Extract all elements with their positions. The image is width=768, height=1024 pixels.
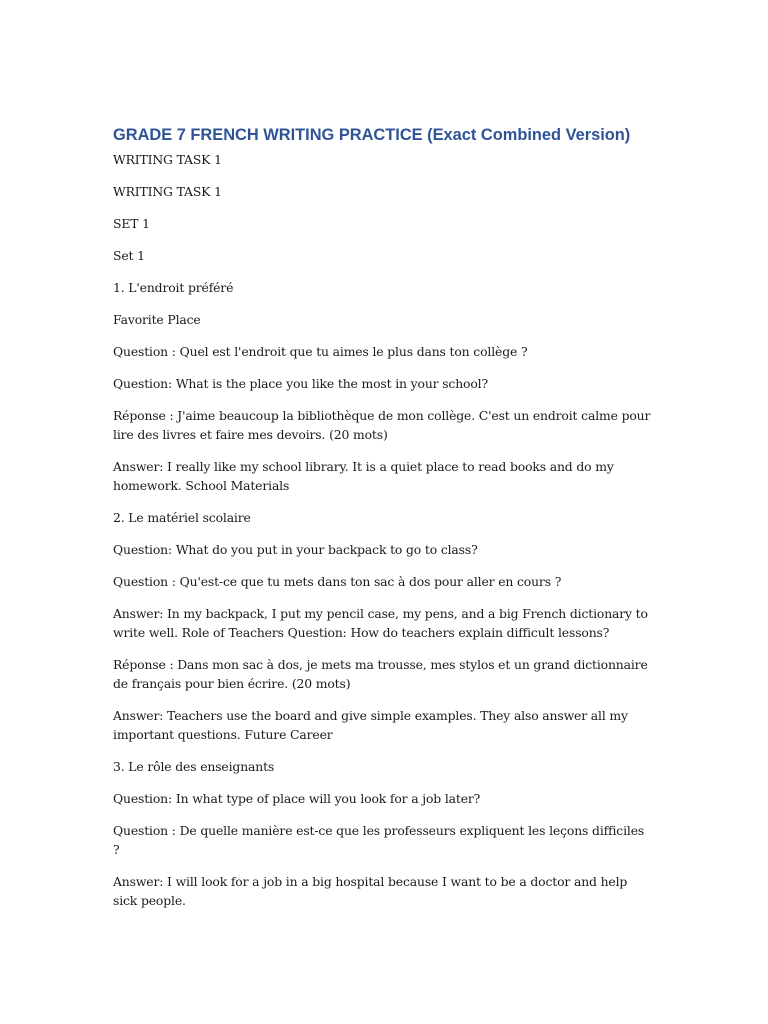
paragraph-question-en-3: Question: In what type of place will you look for a job later? bbox=[113, 791, 481, 806]
paragraph-section-1-title: 1. L'endroit préféré bbox=[113, 280, 234, 295]
document-page bbox=[113, 124, 653, 923]
document-title: GRADE 7 FRENCH WRITING PRACTICE (Exact Combined Version) bbox=[113, 126, 631, 144]
paragraph-question-fr-3: Question : De quelle manière est-ce que les professeurs expliquent les leçons difficiles ? bbox=[113, 823, 645, 857]
paragraph-question-fr-2: Question : Qu'est-ce que tu mets dans ton sac à dos pour aller en cours ? bbox=[113, 574, 562, 589]
paragraph-writing-task-heading-repeat: WRITING TASK 1 bbox=[113, 184, 222, 199]
paragraph-answer-fr-2: Réponse : Dans mon sac à dos, je mets ma trousse, mes stylos et un grand dictionnaire de français pour bien écrire. (20 mots) bbox=[113, 657, 648, 691]
paragraph-question-en-1: Question: What is the place you like the most in your school? bbox=[113, 376, 488, 391]
paragraph-section-2-title: 2. Le matériel scolaire bbox=[113, 510, 251, 525]
paragraph-answer-en-2: Answer: In my backpack, I put my pencil case, my pens, and a big French dictionary to write well. Role of Teachers Question: How do teachers explain difficult lessons? bbox=[113, 606, 648, 640]
paragraph-section-1-subtitle: Favorite Place bbox=[113, 312, 201, 327]
paragraph-answer-en-1: Answer: I really like my school library. It is a quiet place to read books and do my homework. School Materials bbox=[113, 459, 614, 493]
paragraph-question-en-2: Question: What do you put in your backpack to go to class? bbox=[113, 542, 478, 557]
paragraph-answer-fr-1: Réponse : J'aime beaucoup la bibliothèque de mon collège. C'est un endroit calme pour lire des livres et faire mes devoirs. (20 mots) bbox=[113, 408, 651, 442]
paragraph-question-fr-1: Question : Quel est l'endroit que tu aimes le plus dans ton collège ? bbox=[113, 344, 528, 359]
paragraph-answer-en-4: Answer: I will look for a job in a big hospital because I want to be a doctor and help sick people. bbox=[113, 874, 628, 908]
paragraph-set-heading: SET 1 bbox=[113, 216, 150, 231]
paragraph-set-heading-lower: Set 1 bbox=[113, 248, 145, 263]
paragraph-answer-en-3: Answer: Teachers use the board and give simple examples. They also answer all my important questions. Future Career bbox=[113, 708, 628, 742]
paragraph-writing-task-heading: WRITING TASK 1 bbox=[113, 152, 222, 167]
paragraph-section-3-title: 3. Le rôle des enseignants bbox=[113, 759, 275, 774]
